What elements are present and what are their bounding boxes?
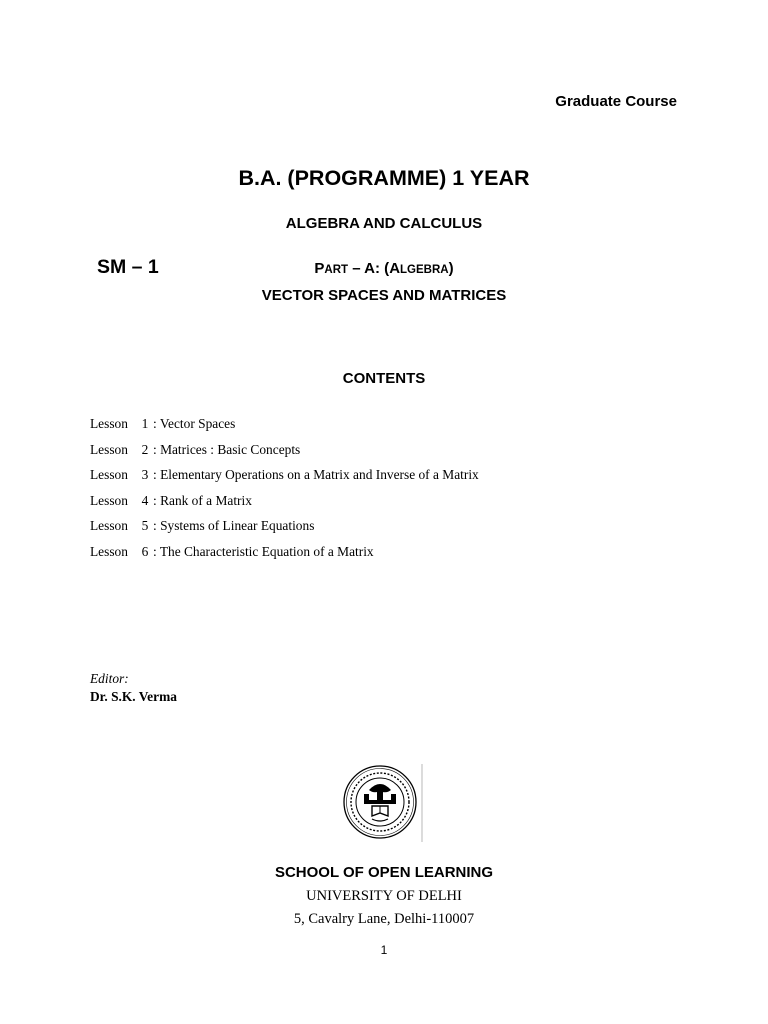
lesson-title: : The Characteristic Equation of a Matrix <box>153 543 374 559</box>
lesson-number: 4 <box>141 492 149 508</box>
lesson-label: Lesson <box>90 467 128 483</box>
editor-label: Editor: <box>90 671 129 686</box>
lesson-item <box>90 437 479 463</box>
page-number: 1 <box>380 943 388 957</box>
part-prefix-small: ART <box>324 264 349 276</box>
part-title <box>0 260 768 277</box>
lesson-title: : Vector Spaces <box>153 416 236 431</box>
lesson-label: Lesson <box>90 492 128 508</box>
part-name-cap: A <box>389 260 401 277</box>
school-address: 5, Cavalry Lane, Delhi-110007 <box>293 911 475 927</box>
lesson-title: : Systems of Linear Equations <box>153 518 315 534</box>
school-name: SCHOOL OF OPEN LEARNING <box>274 864 494 881</box>
lesson-item <box>90 411 479 437</box>
university-name: UNIVERSITY OF DELHI <box>306 888 462 904</box>
lesson-list <box>90 411 479 565</box>
lesson-label: Lesson <box>90 416 128 431</box>
lesson-title: : Matrices : Basic Concepts <box>153 441 301 457</box>
lesson-number: 5 <box>141 518 149 534</box>
lesson-number: 6 <box>141 543 149 559</box>
contents-heading: CONTENTS <box>342 370 426 387</box>
subject-title: ALGEBRA AND CALCULUS <box>285 215 483 232</box>
study-material-code: SM – 1 <box>97 256 159 278</box>
part-prefix-cap: P <box>314 260 325 277</box>
lesson-label: Lesson <box>90 518 128 534</box>
lesson-number: 3 <box>141 467 149 483</box>
part-mid: – A: ( <box>348 260 390 277</box>
unit-title: VECTOR SPACES AND MATRICES <box>261 287 507 304</box>
course-level: Graduate Course <box>555 93 677 110</box>
editor-name: Dr. S.K. Verma <box>90 689 177 704</box>
lesson-item <box>90 539 479 565</box>
lesson-item <box>90 488 479 514</box>
lesson-title: : Rank of a Matrix <box>153 492 252 508</box>
lesson-title: : Elementary Operations on a Matrix and Inverse of a Matrix <box>153 467 479 483</box>
part-suffix: ) <box>448 260 454 277</box>
lesson-label: Lesson <box>90 543 128 559</box>
lesson-number: 2 <box>141 441 149 457</box>
lesson-item <box>90 513 479 539</box>
lesson-label: Lesson <box>90 441 128 457</box>
university-seal-icon <box>342 760 426 844</box>
programme-title: B.A. (PROGRAMME) 1 YEAR <box>238 166 530 190</box>
lesson-item <box>90 462 479 488</box>
lesson-number: 1 <box>141 416 149 431</box>
part-name-small: LGEBRA <box>400 264 449 276</box>
